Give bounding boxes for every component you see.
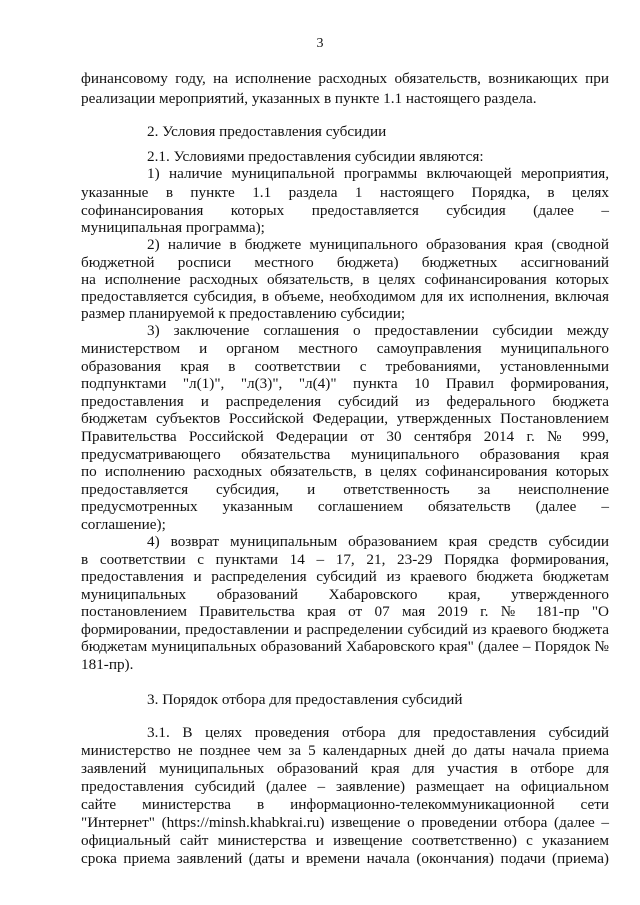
text-line: на исполнение расходных обязательств, в целях софинансирования которых xyxy=(81,271,609,288)
text-line: 2.1. Условиями предоставления субсидии являются: xyxy=(147,148,484,165)
text-line: постановлением Правительства края от 07 мая 2019 г. № 181-пр "О xyxy=(81,603,609,620)
text-line: срока приема заявлений (даты и времени начала (окончания) подачи (приема) xyxy=(81,850,609,867)
text-line: реализации мероприятий, указанных в пункте 1.1 настоящего раздела. xyxy=(81,90,537,107)
text-line: софинансирования которых предоставляется субсидия (далее – xyxy=(81,202,609,219)
text-line: министерство не позднее чем за 5 календарных дней до даты начала приема xyxy=(81,742,609,759)
text-line: Правительства Российской Федерации от 30 сентября 2014 г. № 999, xyxy=(81,428,609,445)
text-line: предоставляется субсидия, в объеме, необходимом для их исполнения, включая xyxy=(81,288,609,305)
text-line: министерством и органом местного самоуправления муниципального xyxy=(81,340,609,357)
text-line: предоставления и распределения субсидий из федерального бюджета xyxy=(81,393,609,410)
text-line: бюджетам муниципальных образований Хабаровского края" (далее – Порядок № xyxy=(81,638,609,655)
text-line: заявлений муниципальных образований края для участия в отборе для xyxy=(81,760,609,777)
text-line: предусмотренных указанным соглашением обязательств (далее – xyxy=(81,498,609,515)
text-line: 2) наличие в бюджете муниципального образования края (сводной xyxy=(147,236,609,253)
text-line: по исполнению расходных обязательств, в целях софинансирования которых xyxy=(81,463,609,480)
text-line: "Интернет" (https://minsh.khabkrai.ru) извещение о проведении отбора (далее – xyxy=(81,814,609,831)
text-line: муниципальных образований Хабаровского края, утвержденного xyxy=(81,586,609,603)
text-line: указанные в пункте 1.1 раздела 1 настоящего Порядка, в целях xyxy=(81,184,609,201)
page-number: 3 xyxy=(316,36,324,51)
text-line: формировании, предоставлении и распределении субсидий из краевого бюджета xyxy=(81,621,609,638)
text-line: 181-пр). xyxy=(81,656,134,673)
text-line: подпунктами "л(1)", "л(3)", "л(4)" пункта 10 Правил формирования, xyxy=(81,375,609,392)
text-line: в соответствии с пунктами 14 – 17, 21, 23-29 Порядка формирования, xyxy=(81,551,609,568)
text-line: образования края в соответствии с требованиями, установленными xyxy=(81,358,609,375)
text-line: 3) заключение соглашения о предоставлении субсидии между xyxy=(147,322,609,339)
text-line: предоставления и распределения субсидий из краевого бюджета бюджетам xyxy=(81,568,609,585)
text-line: бюджетам субъектов Российской Федерации, утвержденных Постановлением xyxy=(81,410,609,427)
section-heading: 3. Порядок отбора для предоставления субсидий xyxy=(147,691,463,708)
text-line: 4) возврат муниципальным образованием края средств субсидии xyxy=(147,533,609,550)
text-line: соглашение); xyxy=(81,516,166,533)
text-line: финансовому году, на исполнение расходных обязательств, возникающих при xyxy=(81,70,609,87)
text-line: предусматривающего обязательства муниципального образования края xyxy=(81,446,609,463)
text-line: официальный сайт министерства и извещение соответственно) с указанием xyxy=(81,832,609,849)
text-line: предоставляется субсидия, и ответственность за неисполнение xyxy=(81,481,609,498)
text-line: муниципальная программа); xyxy=(81,219,265,236)
text-line: предоставления субсидий (далее – заявление) размещает на официальном xyxy=(81,778,609,795)
text-line: размер планируемой к предоставлению субсидии; xyxy=(81,305,406,322)
text-line: 1) наличие муниципальной программы включающей мероприятия, xyxy=(147,165,609,182)
text-line: бюджетной росписи местного бюджета) бюджетных ассигнований xyxy=(81,254,609,271)
text-line: 3.1. В целях проведения отбора для предоставления субсидий xyxy=(147,724,609,741)
section-heading: 2. Условия предоставления субсидии xyxy=(147,123,387,140)
text-line: сайте министерства в информационно-телекоммуникационной сети xyxy=(81,796,609,813)
